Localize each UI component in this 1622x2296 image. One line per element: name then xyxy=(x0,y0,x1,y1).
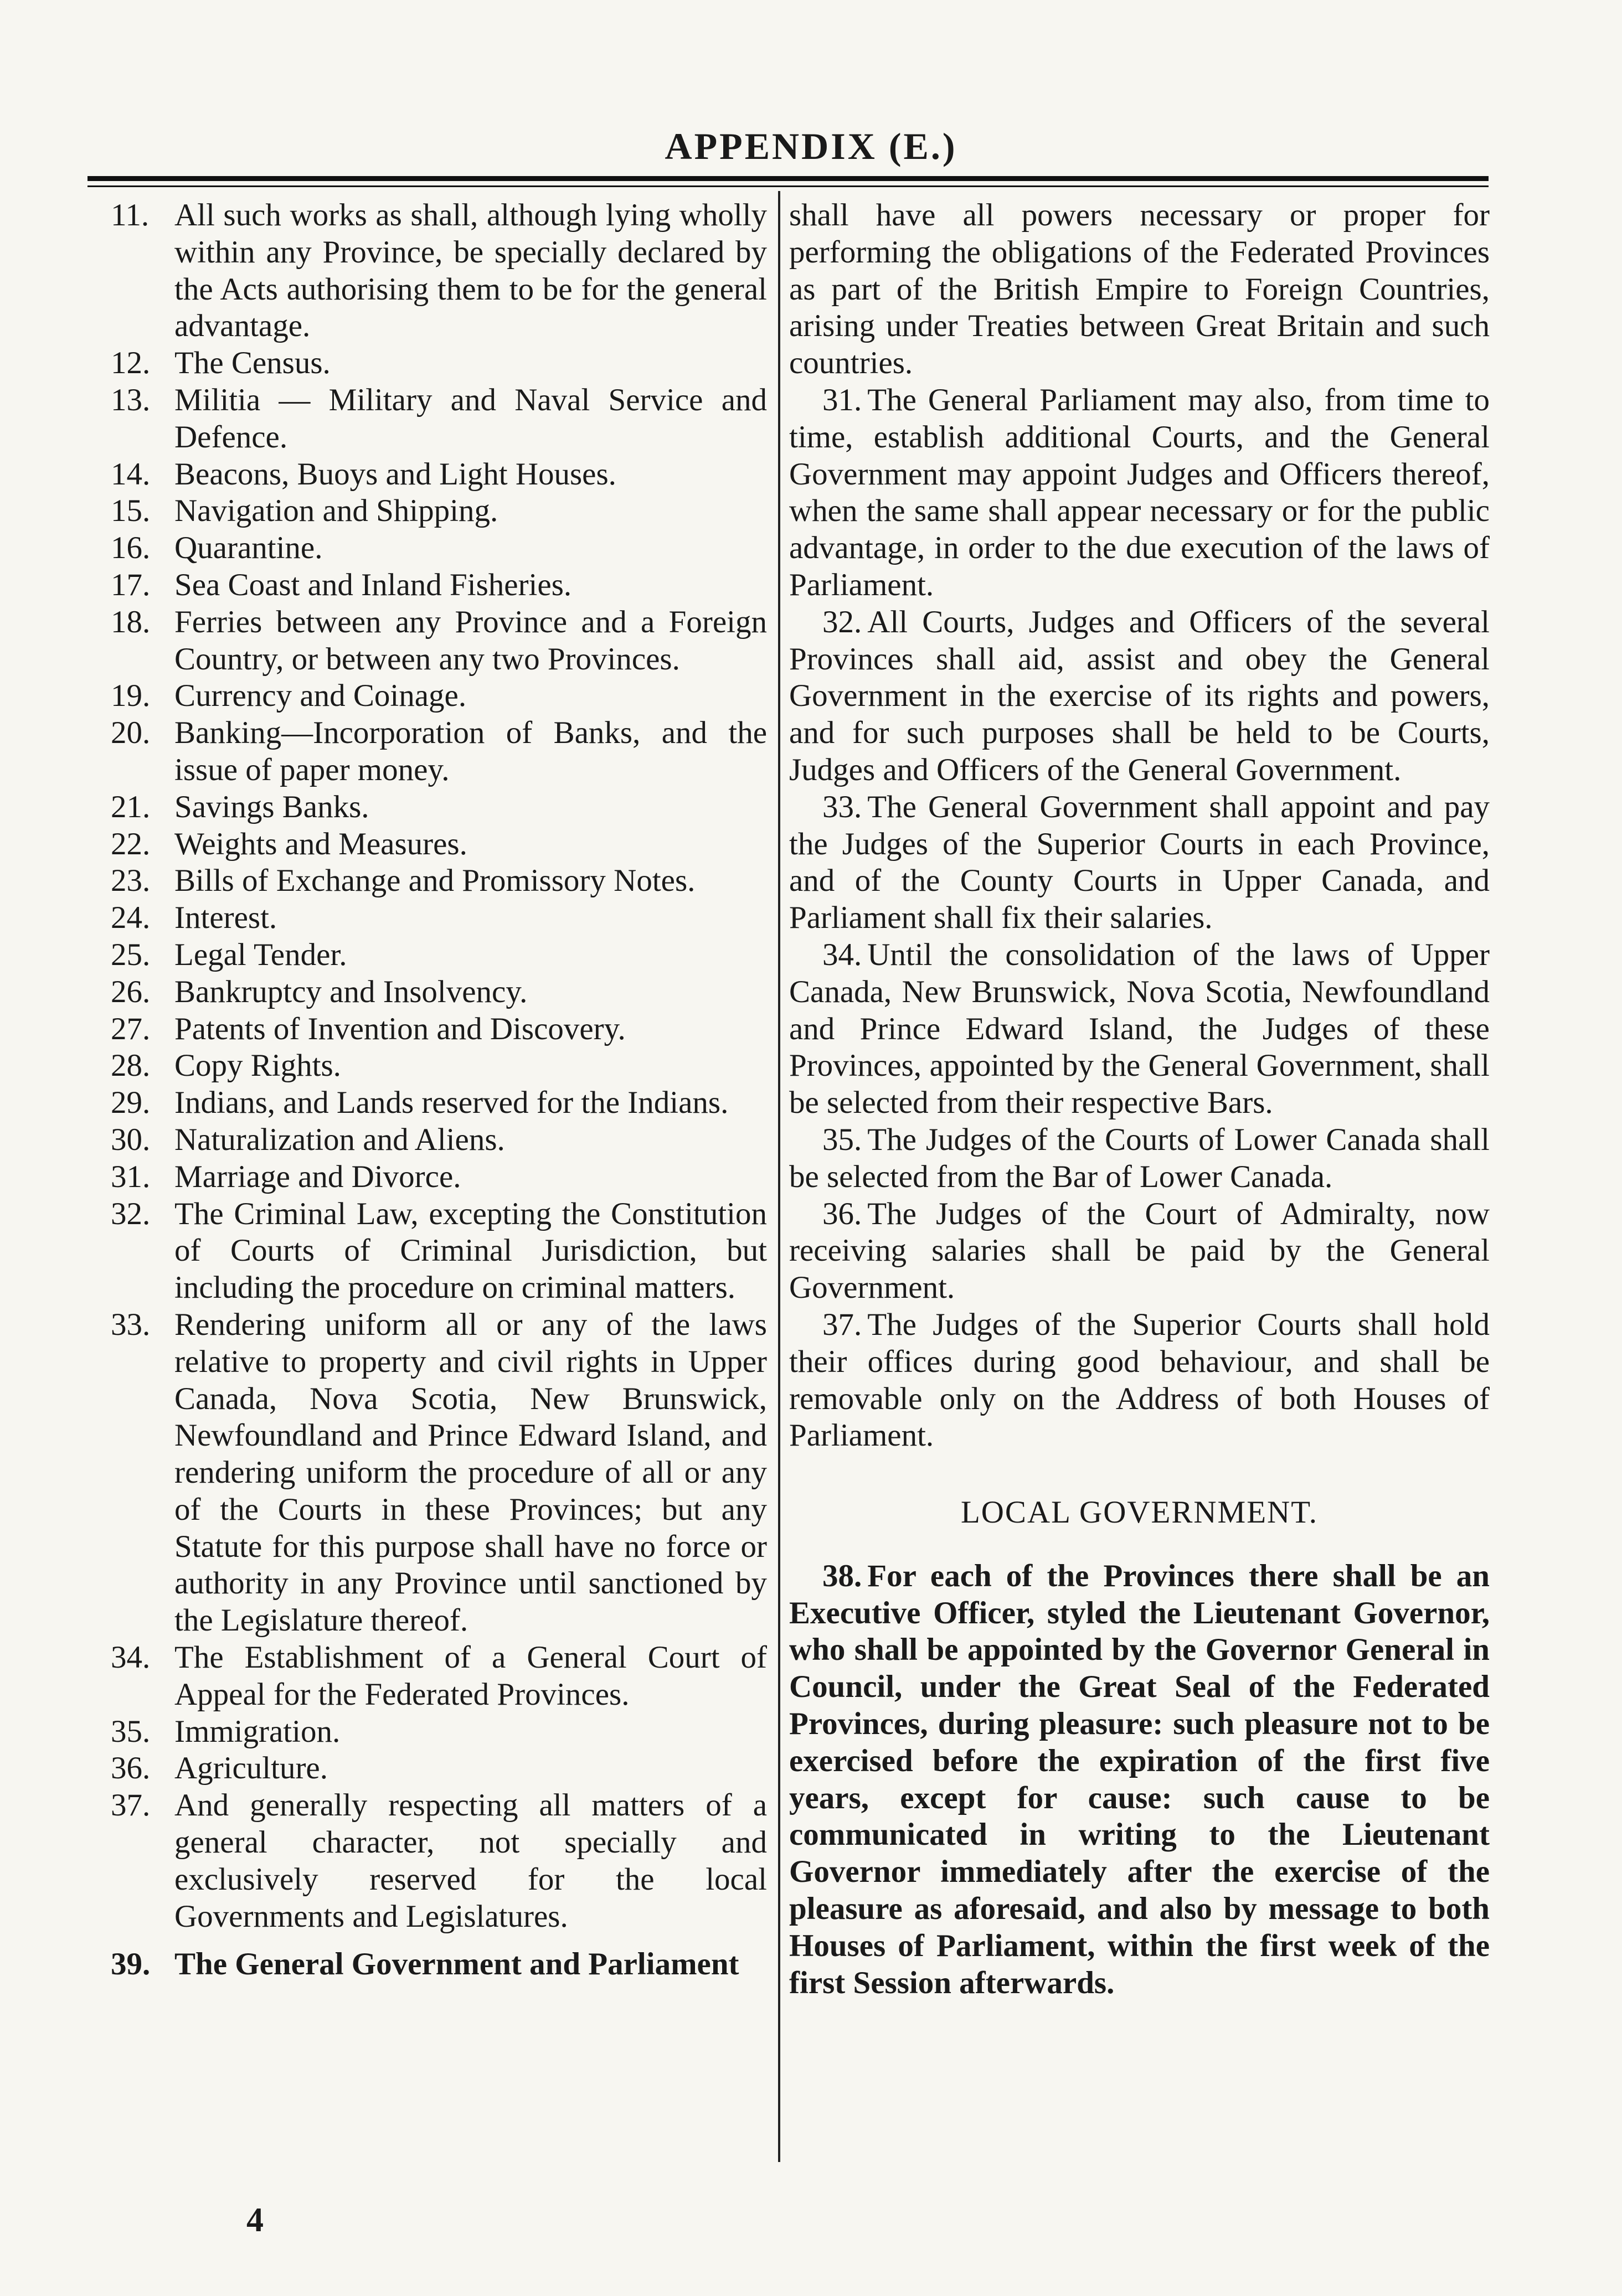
item-text: Marriage and Divorce. xyxy=(174,1159,461,1194)
item-number: 17. xyxy=(111,567,151,602)
item-text: The General Government and Parliament xyxy=(174,1947,739,1982)
list-item xyxy=(111,1011,767,1048)
list-item xyxy=(111,1946,767,1983)
numbered-paragraph xyxy=(789,604,1490,789)
item-text: And generally respecting all matters of a general character, not specially and exclusively reserved for the local Governments and Legislatures. xyxy=(174,1788,767,1934)
item-number: 23. xyxy=(111,863,151,899)
numbered-paragraph xyxy=(789,937,1490,1122)
column-divider xyxy=(778,191,780,2162)
paragraph-text: All Courts, Judges and Officers of the several Provinces shall aid, assist and obey the General Government in the exercise of its rights and powers, and for such purposes shall be held to be Courts, Judges and Officers of the General Government. xyxy=(789,604,1490,787)
item-text: Navigation and Shipping. xyxy=(174,493,498,529)
item-text: Bills of Exchange and Promissory Notes. xyxy=(174,863,696,899)
item-number: 12. xyxy=(111,345,151,381)
item-number: 33. xyxy=(111,1307,151,1342)
item-text: The Criminal Law, excepting the Constitution of Courts of Criminal Jurisdiction, but including the procedure on criminal matters. xyxy=(174,1196,767,1306)
item-number: 14. xyxy=(111,456,151,492)
paragraph-number: 35. xyxy=(822,1122,862,1157)
page-number: 4 xyxy=(246,2201,264,2239)
item-number: 32. xyxy=(111,1196,151,1231)
item-text: Beacons, Buoys and Light Houses. xyxy=(174,456,616,492)
paragraph-text: The General Government shall appoint and pay the Judges of the Superior Courts in each Province, and of the County Courts in Upper Canada, and Parliament shall fix their salaries. xyxy=(789,789,1490,936)
list-item xyxy=(111,345,767,382)
numbered-paragraph xyxy=(789,1307,1490,1454)
paragraph-number: 32. xyxy=(822,604,862,639)
item-number: 28. xyxy=(111,1048,151,1083)
list-item xyxy=(111,456,767,493)
item-number: 25. xyxy=(111,937,151,972)
item-number: 34. xyxy=(111,1640,151,1675)
item-number: 19. xyxy=(111,678,151,714)
item-text: The Establishment of a General Court of Appeal for the Federated Provinces. xyxy=(174,1640,767,1712)
section-paragraphs xyxy=(789,382,1490,1454)
paragraph-number: 38. xyxy=(822,1558,862,1593)
item-text: Weights and Measures. xyxy=(174,826,467,861)
item-number: 11. xyxy=(111,198,150,233)
list-item xyxy=(111,826,767,863)
paragraph-text: Until the consolidation of the laws of Upper Canada, New Brunswick, Nova Scotia, Newfoundland and Prince Edward Island, the Judges of these Provinces, appointed by the General Government, shall be selected from their respective Bars. xyxy=(789,937,1490,1121)
item-number: 21. xyxy=(111,789,151,824)
list-item xyxy=(111,1196,767,1307)
list-item xyxy=(111,678,767,715)
item-text: The Census. xyxy=(174,345,331,381)
list-item xyxy=(111,789,767,826)
item-text: Naturalization and Aliens. xyxy=(174,1122,505,1157)
page-title: APPENDIX (E.) xyxy=(665,125,957,167)
item-number: 20. xyxy=(111,715,151,751)
paragraph-number: 33. xyxy=(822,789,862,824)
item-number: 31. xyxy=(111,1159,151,1194)
item-text: Copy Rights. xyxy=(174,1048,341,1083)
item-number: 13. xyxy=(111,382,151,417)
item-text: Legal Tender. xyxy=(174,937,347,972)
paragraph-text: The Judges of the Court of Admiralty, now receiving salaries shall be paid by the General Government. xyxy=(789,1196,1490,1306)
list-item xyxy=(111,1159,767,1196)
paragraph-text: For each of the Provinces there shall be an Executive Officer, styled the Lieutenant Governor, who shall be appointed by the Governor General in Council, under the Great Seal of the Federated Provinces, during pleasure: such pleasure not to be exercised before the expiration of the first five years, except for cause: such cause to be communicated in writing to the Lieutenant Governor immediately after the exercise of the pleasure as aforesaid, and also by message to both Houses of Parliament, within the first week of the first Session afterwards. xyxy=(789,1558,1490,2000)
item-text: Currency and Coinage. xyxy=(174,678,467,714)
list-item xyxy=(111,604,767,678)
item-number: 24. xyxy=(111,900,151,936)
item-text: Sea Coast and Inland Fisheries. xyxy=(174,567,572,602)
list-item xyxy=(111,1750,767,1787)
list-item xyxy=(111,1787,767,1935)
list-item xyxy=(111,567,767,604)
item-number: 37. xyxy=(111,1788,151,1823)
list-item xyxy=(111,974,767,1011)
item-text: Interest. xyxy=(174,900,277,936)
item-number: 35. xyxy=(111,1714,151,1749)
item-text: Immigration. xyxy=(174,1714,341,1749)
list-item xyxy=(111,382,767,456)
numbered-paragraph xyxy=(789,789,1490,937)
item-number: 26. xyxy=(111,974,151,1009)
paragraph-text: The Judges of the Courts of Lower Canada shall be selected from the Bar of Lower Canada. xyxy=(789,1122,1490,1194)
item-text: All such works as shall, although lying wholly within any Province, be specially declared by the Acts authorising them to be for the general advantage. xyxy=(174,198,767,344)
item-text: Militia — Military and Naval Service and Defence. xyxy=(174,382,767,455)
item-number: 30. xyxy=(111,1122,151,1157)
list-item xyxy=(111,1307,767,1639)
list-item xyxy=(111,1085,767,1122)
list-item xyxy=(111,900,767,937)
paragraph-text: The General Parliament may also, from time to time, establish additional Courts, and the General Government may appoint Judges and Officers thereof, when the same shall appear necessary or for the public advantage, in order to the due execution of the laws of Parliament. xyxy=(789,382,1490,602)
item-number: 22. xyxy=(111,826,151,861)
item-text: Banking—Incorporation of Banks, and the issue of paper money. xyxy=(174,715,767,787)
paragraph-number: 36. xyxy=(822,1196,862,1231)
numbered-paragraph xyxy=(789,382,1490,604)
list-item xyxy=(111,937,767,974)
enumerated-list xyxy=(111,197,767,1935)
numbered-paragraph xyxy=(789,1196,1490,1307)
item-number: 29. xyxy=(111,1085,151,1121)
continuation-paragraph: shall have all powers necessary or proper for performing the obligations of the Federated Provinces as part of the British Empire to Foreign Countries, arising under Treaties between Great Britain and such countries. xyxy=(789,198,1490,381)
item-text: Rendering uniform all or any of the laws relative to property and civil rights in Upper Canada, Nova Scotia, New Brunswick, Newfoundland and Prince Edward Island, and rendering uniform the procedure of all or any of the Courts in these Provinces; but any Statute for this purpose shall have no force or authority in any Province until sanctioned by the Legislature thereof. xyxy=(174,1307,767,1638)
paragraph-text: The Judges of the Superior Courts shall hold their offices during good behaviour, and shall be removable only on the Address of both Houses of Parliament. xyxy=(789,1307,1490,1453)
item-text: Bankruptcy and Insolvency. xyxy=(174,974,528,1009)
section-paragraph xyxy=(789,1558,1490,2002)
right-column xyxy=(789,197,1490,2001)
list-item xyxy=(111,1714,767,1751)
item-text: Agriculture. xyxy=(174,1751,328,1786)
list-item xyxy=(111,1639,767,1714)
item-number: 39. xyxy=(111,1947,151,1982)
list-item xyxy=(111,715,767,789)
list-item xyxy=(111,1122,767,1159)
list-item xyxy=(111,1048,767,1085)
item-number: 18. xyxy=(111,604,151,639)
item-number: 36. xyxy=(111,1751,151,1786)
item-text: Indians, and Lands reserved for the Indians. xyxy=(174,1085,729,1121)
list-item xyxy=(111,197,767,345)
section-heading: LOCAL GOVERNMENT. xyxy=(960,1495,1319,1530)
list-item xyxy=(111,863,767,900)
header-rule xyxy=(87,176,1489,187)
left-column xyxy=(111,197,767,1983)
item-text: Savings Banks. xyxy=(174,789,369,824)
list-item xyxy=(111,530,767,567)
item-number: 15. xyxy=(111,493,151,529)
paragraph-number: 37. xyxy=(822,1307,862,1342)
paragraph-number: 31. xyxy=(822,382,862,417)
item-text: Patents of Invention and Discovery. xyxy=(174,1011,626,1046)
item-number: 16. xyxy=(111,530,151,566)
item-text: Ferries between any Province and a Foreign Country, or between any two Provinces. xyxy=(174,604,767,677)
numbered-paragraph xyxy=(789,1122,1490,1196)
list-item xyxy=(111,493,767,530)
item-number: 27. xyxy=(111,1011,151,1046)
item-text: Quarantine. xyxy=(174,530,323,566)
paragraph-number: 34. xyxy=(822,937,862,972)
